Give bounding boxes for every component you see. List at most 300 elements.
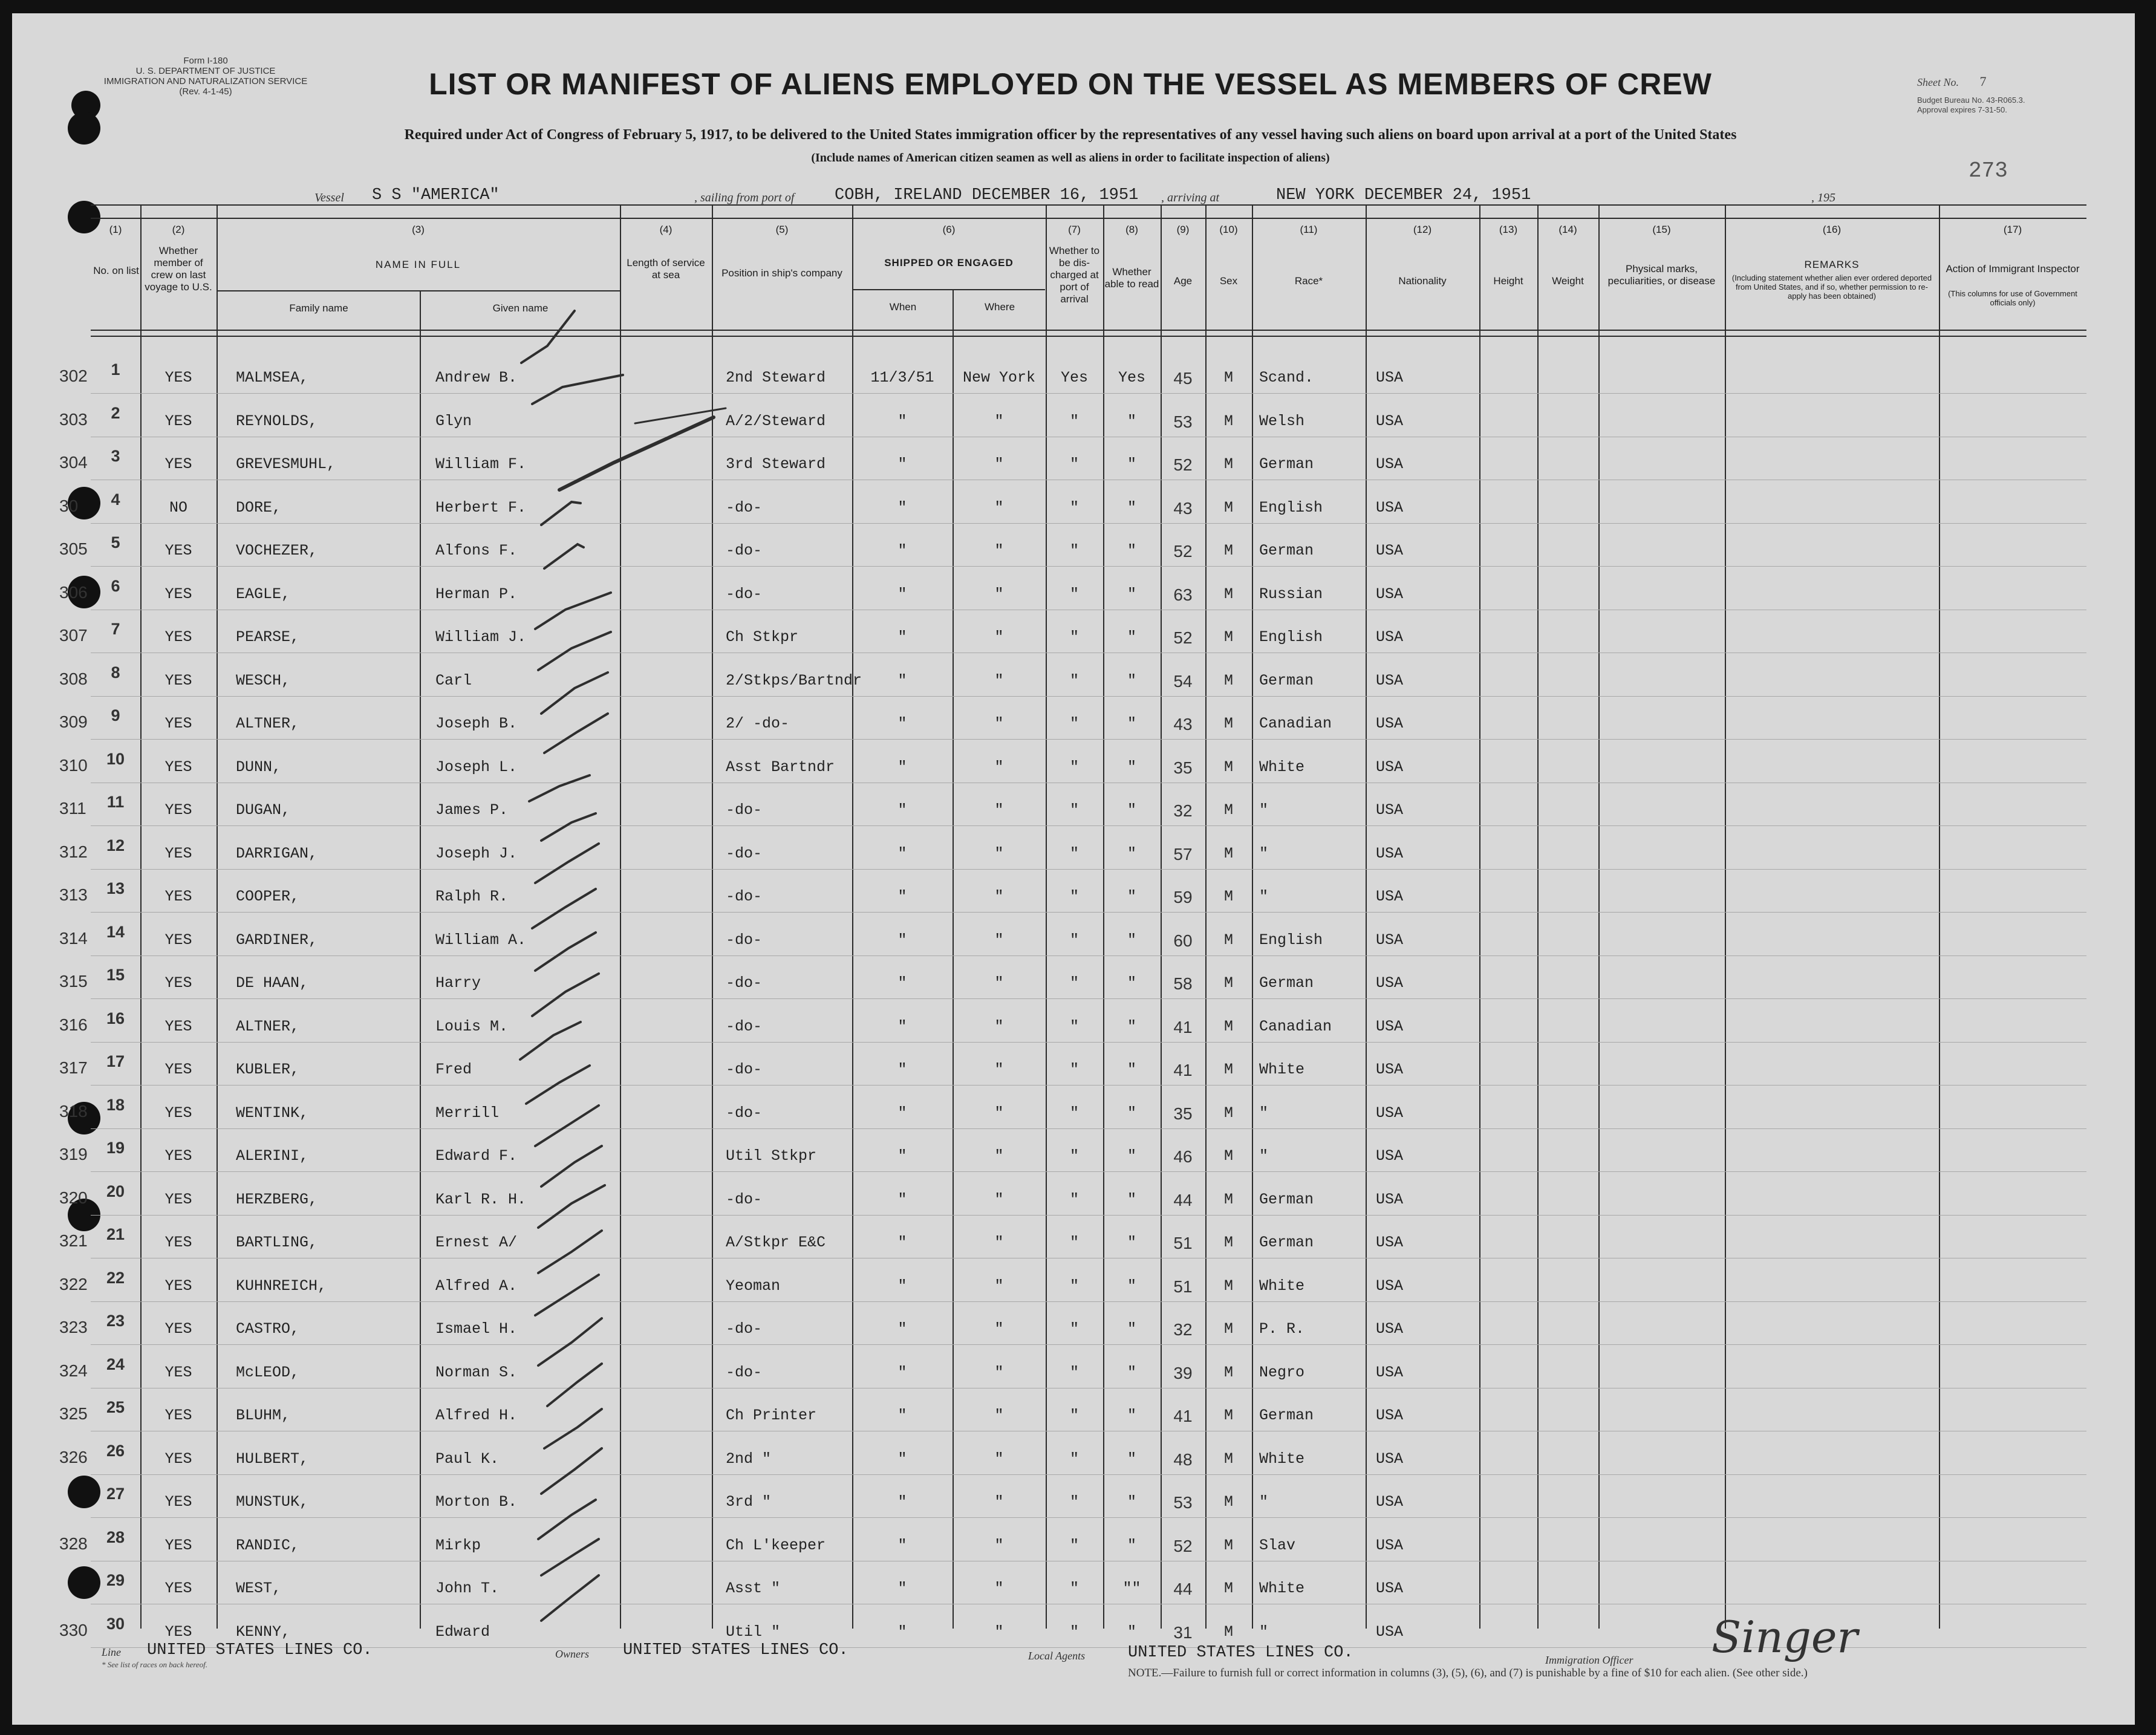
officer-signature: Singer bbox=[1711, 1612, 1858, 1662]
able-to-read: " bbox=[1127, 1320, 1136, 1338]
discharged: " bbox=[1069, 542, 1079, 559]
able-to-read: " bbox=[1127, 974, 1136, 992]
row-number: 5 bbox=[111, 533, 120, 552]
row-number: 12 bbox=[106, 836, 125, 854]
shipped-when: " bbox=[897, 845, 907, 862]
page-title: LIST OR MANIFEST OF ALIENS EMPLOYED ON THE VESSEL AS MEMBERS OF CREW bbox=[429, 67, 1712, 101]
header-action-note: (This columns for use of Government officials only) bbox=[1948, 289, 2077, 307]
shipped-when: " bbox=[897, 585, 907, 603]
member-last-voyage: YES bbox=[164, 1623, 192, 1641]
nationality: USA bbox=[1376, 801, 1404, 819]
age: 35 bbox=[1173, 1104, 1193, 1123]
age: 53 bbox=[1173, 1493, 1193, 1512]
able-to-read: " bbox=[1127, 715, 1136, 732]
sex: M bbox=[1223, 1061, 1233, 1078]
shipped-when: " bbox=[897, 455, 907, 473]
given-name: Fred bbox=[435, 1061, 472, 1078]
age: 53 bbox=[1173, 412, 1193, 431]
family-name: COOPER, bbox=[236, 888, 300, 905]
row-number: 20 bbox=[106, 1182, 125, 1200]
discharged: " bbox=[1069, 715, 1079, 732]
given-name: Alfons F. bbox=[435, 542, 518, 559]
row-reference-number: 324 bbox=[59, 1361, 88, 1380]
row-number: 8 bbox=[111, 663, 120, 682]
shipped-when: " bbox=[897, 1450, 907, 1468]
shipped-when: " bbox=[897, 1580, 907, 1597]
shipped-where: " bbox=[994, 542, 1004, 559]
row-reference-number: 306 bbox=[59, 583, 88, 602]
age: 31 bbox=[1173, 1623, 1193, 1642]
position: -do- bbox=[726, 974, 763, 992]
line-value: UNITED STATES LINES CO. bbox=[147, 1641, 373, 1659]
row-number: 29 bbox=[106, 1571, 125, 1589]
header-shipped-engaged: SHIPPED OR ENGAGED bbox=[884, 257, 1014, 269]
row-reference-number: 323 bbox=[59, 1318, 88, 1336]
discharged: " bbox=[1069, 672, 1079, 689]
member-last-voyage: YES bbox=[164, 412, 192, 430]
family-name: CASTRO, bbox=[236, 1320, 300, 1338]
sex: M bbox=[1223, 499, 1233, 516]
member-last-voyage: NO bbox=[169, 499, 187, 516]
discharged: " bbox=[1069, 1493, 1079, 1511]
able-to-read: " bbox=[1127, 845, 1136, 862]
shipped-where: " bbox=[994, 628, 1004, 646]
row-number: 24 bbox=[106, 1355, 125, 1373]
officer-label: Immigration Officer bbox=[1545, 1654, 1633, 1666]
shipped-when: " bbox=[897, 931, 907, 949]
position: Ch Stkpr bbox=[726, 628, 799, 646]
nationality: USA bbox=[1376, 412, 1404, 430]
col-num-12: (12) bbox=[1413, 224, 1432, 235]
age: 59 bbox=[1173, 888, 1193, 907]
able-to-read: " bbox=[1127, 585, 1136, 603]
row-number: 25 bbox=[106, 1398, 125, 1416]
sex: M bbox=[1223, 845, 1233, 862]
discharged: " bbox=[1069, 1450, 1079, 1468]
race: " bbox=[1259, 845, 1269, 862]
shipped-when: " bbox=[897, 715, 907, 732]
sex: M bbox=[1223, 542, 1233, 559]
sex: M bbox=[1223, 1364, 1233, 1381]
race: Welsh bbox=[1259, 412, 1305, 430]
race: " bbox=[1259, 1623, 1269, 1641]
shipped-where: " bbox=[994, 931, 1004, 949]
given-name: Herbert F. bbox=[435, 499, 527, 516]
discharged: " bbox=[1069, 628, 1079, 646]
given-name: Karl R. H. bbox=[435, 1191, 527, 1208]
shipped-when: " bbox=[897, 1061, 907, 1078]
discharged: " bbox=[1069, 1537, 1079, 1554]
shipped-when: " bbox=[897, 1277, 907, 1295]
row-reference-number: 311 bbox=[59, 799, 86, 818]
discharged: " bbox=[1069, 1191, 1079, 1208]
given-name: Edward bbox=[435, 1623, 490, 1641]
header-sex: Sex bbox=[1219, 275, 1238, 287]
race: Slav bbox=[1259, 1537, 1296, 1554]
shipped-where: " bbox=[994, 1407, 1004, 1424]
position: Util " bbox=[726, 1623, 781, 1641]
able-to-read: " bbox=[1127, 801, 1136, 819]
header-given-name: Given name bbox=[492, 302, 549, 314]
shipped-when: " bbox=[897, 974, 907, 992]
line-label: Line bbox=[102, 1646, 122, 1658]
age: 43 bbox=[1173, 715, 1193, 734]
col-num-10: (10) bbox=[1219, 224, 1238, 235]
sex: M bbox=[1223, 1493, 1233, 1511]
member-last-voyage: YES bbox=[164, 1364, 192, 1381]
given-name: Carl bbox=[435, 672, 472, 689]
given-name: James P. bbox=[435, 801, 509, 819]
given-name: Ralph R. bbox=[435, 888, 509, 905]
family-name: DUGAN, bbox=[236, 801, 291, 819]
shipped-where: " bbox=[994, 1018, 1004, 1035]
discharged: " bbox=[1069, 499, 1079, 516]
position: -do- bbox=[726, 499, 763, 516]
position: -do- bbox=[726, 1320, 763, 1338]
family-name: BLUHM, bbox=[236, 1407, 291, 1424]
race: " bbox=[1259, 888, 1269, 905]
discharged: " bbox=[1069, 1104, 1079, 1122]
given-name: Merrill bbox=[435, 1104, 500, 1122]
row-number: 18 bbox=[106, 1096, 125, 1114]
race: Canadian bbox=[1259, 1018, 1332, 1035]
race: " bbox=[1259, 801, 1269, 819]
subtitle: Required under Act of Congress of February 5, 1917, to be delivered to the United States immigration officer by the representatives of any vessel having such aliens on board upon arrival at a port of the United States bbox=[404, 127, 1737, 143]
age: 52 bbox=[1173, 455, 1193, 474]
shipped-where: " bbox=[994, 1364, 1004, 1381]
position: Ch L'keeper bbox=[726, 1537, 826, 1554]
shipped-when: " bbox=[897, 1234, 907, 1251]
age: 43 bbox=[1173, 499, 1193, 518]
row-number: 11 bbox=[106, 793, 125, 811]
vessel-label: Vessel bbox=[314, 191, 344, 204]
shipped-when: " bbox=[897, 888, 907, 905]
able-to-read: " bbox=[1127, 1234, 1136, 1251]
row-number: 2 bbox=[111, 404, 120, 422]
shipped-where: New York bbox=[962, 369, 1036, 386]
row-reference-number: 312 bbox=[59, 842, 88, 861]
able-to-read: "" bbox=[1122, 1580, 1141, 1597]
given-name: Alfred A. bbox=[435, 1277, 518, 1295]
given-name: Paul K. bbox=[435, 1450, 500, 1468]
header-discharged: Whether to be dis-charged at port of arrival bbox=[1049, 245, 1100, 305]
position: 2nd " bbox=[726, 1450, 772, 1468]
able-to-read: " bbox=[1127, 412, 1136, 430]
given-name: Mirkp bbox=[435, 1537, 481, 1554]
row-reference-number: 320 bbox=[59, 1188, 88, 1207]
family-name: ALTNER, bbox=[236, 715, 300, 732]
given-name: Alfred H. bbox=[435, 1407, 518, 1424]
sex: M bbox=[1223, 369, 1233, 386]
family-name: HERZBERG, bbox=[236, 1191, 318, 1208]
family-name: BARTLING, bbox=[236, 1234, 318, 1251]
nationality: USA bbox=[1376, 672, 1404, 689]
family-name: RANDIC, bbox=[236, 1537, 300, 1554]
row-number: 7 bbox=[111, 620, 120, 638]
nationality: USA bbox=[1376, 1493, 1404, 1511]
discharged: Yes bbox=[1060, 369, 1088, 386]
service-name: IMMIGRATION AND NATURALIZATION SERVICE bbox=[103, 76, 308, 86]
nationality: USA bbox=[1376, 1580, 1404, 1597]
col-num-15: (15) bbox=[1652, 224, 1671, 235]
family-name: DORE, bbox=[236, 499, 282, 516]
row-number: 13 bbox=[106, 879, 125, 897]
race: German bbox=[1259, 1407, 1314, 1424]
shipped-where: " bbox=[994, 845, 1004, 862]
sex: M bbox=[1223, 1147, 1233, 1165]
age: 39 bbox=[1173, 1364, 1193, 1382]
able-to-read: " bbox=[1127, 1018, 1136, 1035]
race: Russian bbox=[1259, 585, 1323, 603]
row-number: 27 bbox=[106, 1485, 125, 1503]
nationality: USA bbox=[1376, 542, 1404, 559]
race: English bbox=[1259, 931, 1323, 949]
given-name: Louis M. bbox=[435, 1018, 509, 1035]
member-last-voyage: YES bbox=[164, 758, 192, 776]
member-last-voyage: YES bbox=[164, 1277, 192, 1295]
position: A/Stkpr E&C bbox=[726, 1234, 826, 1251]
shipped-where: " bbox=[994, 1104, 1004, 1122]
member-last-voyage: YES bbox=[164, 1061, 192, 1078]
able-to-read: " bbox=[1127, 672, 1136, 689]
row-number: 28 bbox=[106, 1528, 125, 1546]
row-number: 16 bbox=[106, 1009, 125, 1027]
given-name: Ismael H. bbox=[435, 1320, 518, 1338]
vessel-name: S S "AMERICA" bbox=[372, 186, 500, 204]
able-to-read: " bbox=[1127, 1104, 1136, 1122]
col-num-8: (8) bbox=[1125, 224, 1138, 235]
shipped-where: " bbox=[994, 585, 1004, 603]
shipped-when: " bbox=[897, 1147, 907, 1165]
col-num-6: (6) bbox=[942, 224, 956, 235]
nationality: USA bbox=[1376, 1407, 1404, 1424]
row-reference-number: 326 bbox=[59, 1448, 88, 1466]
able-to-read: " bbox=[1127, 1407, 1136, 1424]
age: 44 bbox=[1173, 1191, 1193, 1209]
col-num-3: (3) bbox=[412, 224, 425, 235]
position: Yeoman bbox=[726, 1277, 781, 1295]
row-reference-number: 315 bbox=[59, 972, 88, 991]
discharged: " bbox=[1069, 758, 1079, 776]
race: German bbox=[1259, 1191, 1314, 1208]
owners-value: UNITED STATES LINES CO. bbox=[623, 1641, 848, 1659]
discharged: " bbox=[1069, 1061, 1079, 1078]
nationality: USA bbox=[1376, 585, 1404, 603]
family-name: KUHNREICH, bbox=[236, 1277, 327, 1295]
member-last-voyage: YES bbox=[164, 1580, 192, 1597]
race: English bbox=[1259, 628, 1323, 646]
shipped-when: 11/3/51 bbox=[870, 369, 934, 386]
header-no-on-list: No. on list bbox=[93, 265, 139, 276]
shipped-where: " bbox=[994, 758, 1004, 776]
discharged: " bbox=[1069, 1018, 1079, 1035]
shipped-when: " bbox=[897, 499, 907, 516]
col-num-16: (16) bbox=[1822, 224, 1842, 235]
position: 3rd Steward bbox=[726, 455, 826, 473]
able-to-read: " bbox=[1127, 1147, 1136, 1165]
discharged: " bbox=[1069, 1364, 1079, 1381]
discharged: " bbox=[1069, 845, 1079, 862]
row-reference-number: 325 bbox=[59, 1404, 88, 1423]
owners-label: Owners bbox=[555, 1648, 590, 1660]
race: German bbox=[1259, 1234, 1314, 1251]
shipped-when: " bbox=[897, 1493, 907, 1511]
nationality: USA bbox=[1376, 715, 1404, 732]
position: -do- bbox=[726, 801, 763, 819]
position: Util Stkpr bbox=[726, 1147, 817, 1165]
age: 48 bbox=[1173, 1450, 1193, 1469]
shipped-where: " bbox=[994, 1537, 1004, 1554]
shipped-when: " bbox=[897, 1191, 907, 1208]
position: -do- bbox=[726, 1191, 763, 1208]
sex: M bbox=[1223, 1580, 1233, 1597]
header-family-name: Family name bbox=[289, 302, 348, 314]
member-last-voyage: YES bbox=[164, 1407, 192, 1424]
given-name: Joseph L. bbox=[435, 758, 518, 776]
sex: M bbox=[1223, 801, 1233, 819]
row-number: 3 bbox=[111, 447, 120, 465]
row-number: 30 bbox=[106, 1615, 125, 1633]
family-name: EAGLE, bbox=[236, 585, 291, 603]
row-reference-number: 319 bbox=[59, 1145, 88, 1164]
row-reference-number: 318 bbox=[59, 1102, 88, 1121]
shipped-where: " bbox=[994, 499, 1004, 516]
nationality: USA bbox=[1376, 845, 1404, 862]
col-num-14: (14) bbox=[1558, 224, 1577, 235]
row-reference-number: 302 bbox=[59, 366, 88, 385]
member-last-voyage: YES bbox=[164, 1191, 192, 1208]
shipped-when: " bbox=[897, 801, 907, 819]
races-footnote: * See list of races on back hereof. bbox=[102, 1660, 207, 1669]
department-name: U. S. DEPARTMENT OF JUSTICE bbox=[135, 66, 276, 76]
race: Scand. bbox=[1259, 369, 1314, 386]
family-name: KENNY, bbox=[236, 1623, 291, 1641]
race: White bbox=[1259, 1450, 1305, 1468]
position: 2/ -do- bbox=[726, 715, 790, 732]
family-name: McLEOD, bbox=[236, 1364, 300, 1381]
nationality: USA bbox=[1376, 1364, 1404, 1381]
age: 41 bbox=[1173, 1018, 1193, 1037]
discharged: " bbox=[1069, 585, 1079, 603]
age: 63 bbox=[1173, 585, 1193, 604]
family-name: PEARSE, bbox=[236, 628, 300, 646]
col-num-7: (7) bbox=[1068, 224, 1081, 235]
family-name: WENTINK, bbox=[236, 1104, 309, 1122]
nationality: USA bbox=[1376, 1320, 1404, 1338]
col-num-17: (17) bbox=[2003, 224, 2022, 235]
header-name-in-full: NAME IN FULL bbox=[375, 259, 461, 270]
sex: M bbox=[1223, 1407, 1233, 1424]
sex: M bbox=[1223, 585, 1233, 603]
discharged: " bbox=[1069, 412, 1079, 430]
given-name: Joseph B. bbox=[435, 715, 518, 732]
age: 46 bbox=[1173, 1147, 1193, 1166]
nationality: USA bbox=[1376, 369, 1404, 386]
given-name: William F. bbox=[435, 455, 527, 473]
shipped-where: " bbox=[994, 974, 1004, 992]
shipped-when: " bbox=[897, 1537, 907, 1554]
sheet-value: 7 bbox=[1979, 74, 1987, 89]
row-number: 21 bbox=[106, 1225, 125, 1243]
header-when: When bbox=[889, 301, 917, 313]
form-revision: (Rev. 4-1-45) bbox=[179, 86, 232, 97]
nationality: USA bbox=[1376, 1537, 1404, 1554]
nationality: USA bbox=[1376, 974, 1404, 992]
age: 45 bbox=[1173, 369, 1193, 388]
shipped-when: " bbox=[897, 1407, 907, 1424]
sex: M bbox=[1223, 1277, 1233, 1295]
approval-expiry: Approval expires 7-31-50. bbox=[1917, 105, 2007, 114]
age: 52 bbox=[1173, 542, 1193, 561]
header-height: Height bbox=[1493, 275, 1523, 287]
member-last-voyage: YES bbox=[164, 1537, 192, 1554]
shipped-where: " bbox=[994, 672, 1004, 689]
position: 3rd " bbox=[726, 1493, 772, 1511]
header-remarks: REMARKS bbox=[1804, 259, 1860, 270]
sex: M bbox=[1223, 1320, 1233, 1338]
member-last-voyage: YES bbox=[164, 1450, 192, 1468]
family-name: WESCH, bbox=[236, 672, 291, 689]
shipped-where: " bbox=[994, 455, 1004, 473]
col-num-11: (11) bbox=[1300, 224, 1318, 235]
member-last-voyage: YES bbox=[164, 628, 192, 646]
member-last-voyage: YES bbox=[164, 931, 192, 949]
row-number: 1 bbox=[111, 360, 120, 379]
position: -do- bbox=[726, 845, 763, 862]
age: 32 bbox=[1173, 1320, 1193, 1339]
row-reference-number: 309 bbox=[59, 712, 88, 731]
row-number: 19 bbox=[106, 1139, 125, 1157]
able-to-read: " bbox=[1127, 1191, 1136, 1208]
race: " bbox=[1259, 1104, 1269, 1122]
family-name: GARDINER, bbox=[236, 931, 318, 949]
position: -do- bbox=[726, 1104, 763, 1122]
sailing-from: COBH, IRELAND DECEMBER 16, 1951 bbox=[835, 186, 1139, 204]
shipped-when: " bbox=[897, 1104, 907, 1122]
row-number: 4 bbox=[111, 490, 120, 509]
col-num-2: (2) bbox=[172, 224, 185, 235]
position: -do- bbox=[726, 931, 763, 949]
header-weight: Weight bbox=[1552, 275, 1584, 287]
family-name: VOCHEZER, bbox=[236, 542, 318, 559]
shipped-when: " bbox=[897, 1320, 907, 1338]
shipped-where: " bbox=[994, 1234, 1004, 1251]
sex: M bbox=[1223, 1018, 1233, 1035]
family-name: WEST, bbox=[236, 1580, 282, 1597]
shipped-where: " bbox=[994, 1450, 1004, 1468]
discharged: " bbox=[1069, 974, 1079, 992]
row-reference-number: 328 bbox=[59, 1534, 88, 1553]
position: 2/Stkps/Bartndr bbox=[726, 672, 862, 689]
race: German bbox=[1259, 542, 1314, 559]
row-number: 17 bbox=[106, 1052, 125, 1070]
nationality: USA bbox=[1376, 1147, 1404, 1165]
shipped-when: " bbox=[897, 628, 907, 646]
age: 51 bbox=[1173, 1277, 1193, 1296]
sex: M bbox=[1223, 1623, 1233, 1641]
able-to-read: Yes bbox=[1118, 369, 1145, 386]
sex: M bbox=[1223, 1537, 1233, 1554]
sailing-label: , sailing from port of bbox=[694, 191, 795, 204]
shipped-where: " bbox=[994, 1493, 1004, 1511]
age: 41 bbox=[1173, 1407, 1193, 1425]
discharged: " bbox=[1069, 1320, 1079, 1338]
position: Asst " bbox=[726, 1580, 781, 1597]
discharged: " bbox=[1069, 1147, 1079, 1165]
shipped-when: " bbox=[897, 1623, 907, 1641]
shipped-where: " bbox=[994, 1061, 1004, 1078]
position: Ch Printer bbox=[726, 1407, 817, 1424]
